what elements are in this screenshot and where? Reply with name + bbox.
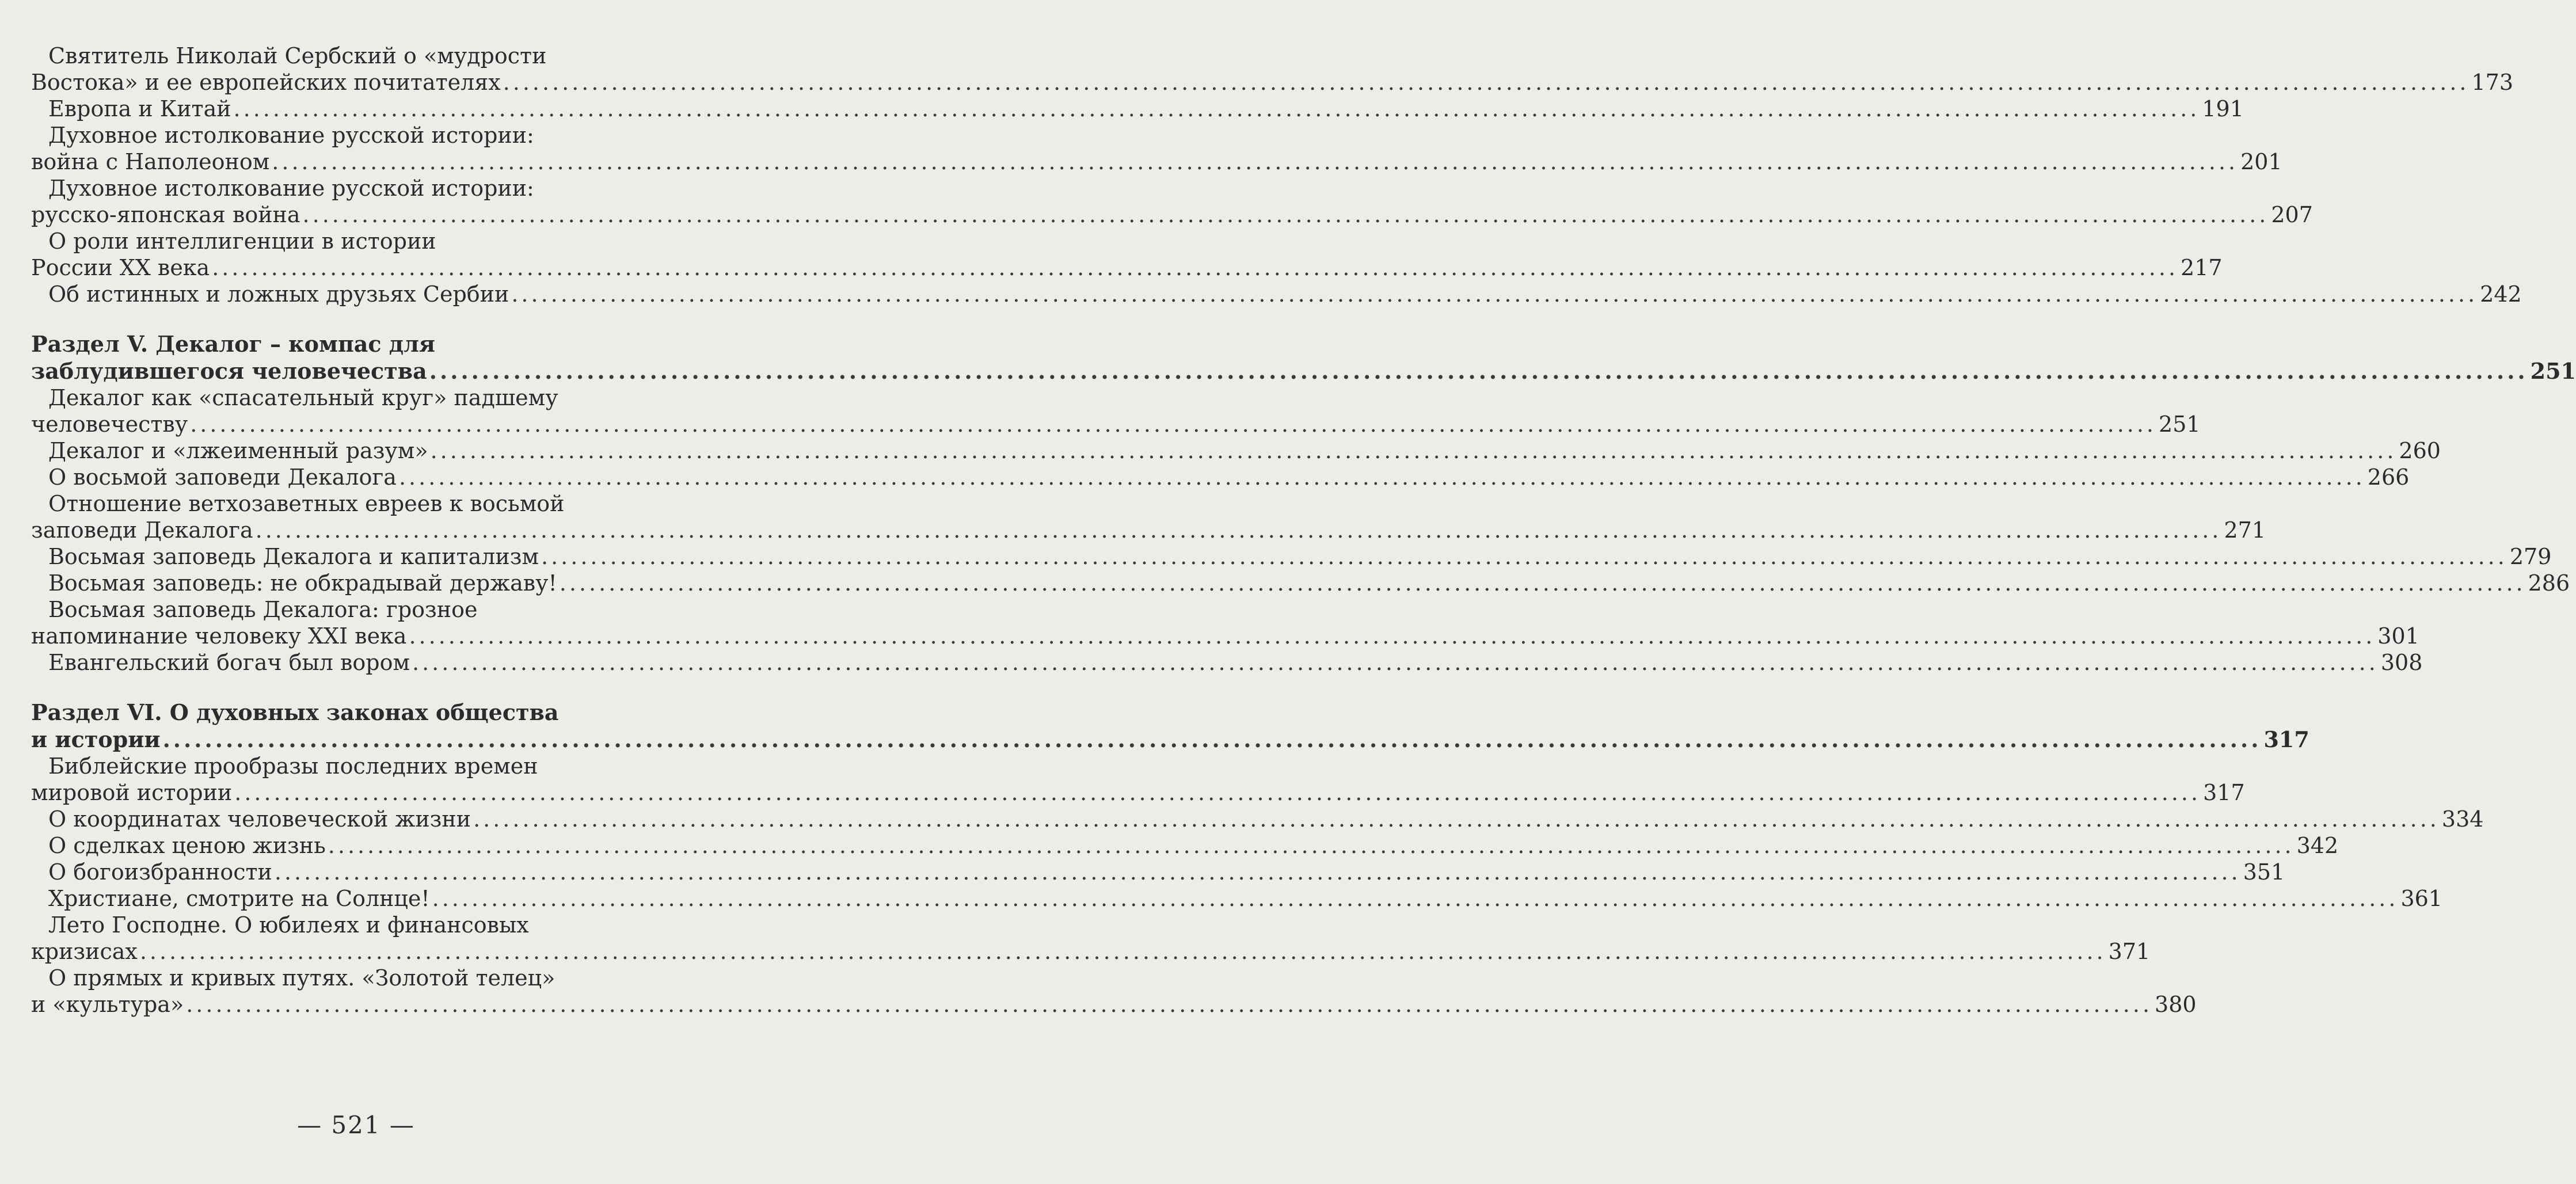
entry-line [31,254,2223,281]
entry-title-text: О прямых и кривых путях. «Золотой телец» [48,965,555,991]
table-of-contents [31,43,2576,1018]
entry-line [31,991,2197,1018]
toc-entry [31,832,2339,859]
entry-line [31,464,2410,490]
entry-title-text: Европа и Китай [48,96,231,121]
dot-leader: ........................................................................................................................................................................................................ [429,358,2528,384]
entry-line [31,806,2484,832]
toc-entry [31,543,2552,570]
entry-title-text: Духовное истолкование русской истории: [48,176,534,201]
dot-leader: ........................................................................................................................................................................................................ [412,650,2379,675]
toc-entry [31,464,2410,490]
entry-title-text: и «культура» [31,992,184,1017]
entry-title-text: О координатах человеческой жизни [48,806,471,832]
toc-entry [31,384,2201,437]
toc-entry [31,885,2442,912]
dot-leader: ........................................................................................................................................................................................................ [190,412,2157,437]
toc-entry [31,753,2245,806]
toc-entry [31,859,2285,885]
entry-title-text: русско-японская война [31,202,300,227]
dot-leader: ........................................................................................................................................................................................................ [302,202,2269,227]
toc-entry [31,281,2522,307]
entry-title-text: Библейские прообразы последних времен [48,753,538,779]
section-gap [31,676,647,699]
entry-title-text: Раздел V. Декалог – компас для [31,331,435,357]
dot-leader: ........................................................................................................................................................................................................ [233,96,2200,121]
page-ref: 371 [2108,939,2151,964]
dot-leader: ........................................................................................................................................................................................................ [274,859,2241,885]
entry-line [31,149,2282,175]
entry-line [31,570,2570,596]
entry-title-text: Раздел VI. О духовных законах общества [31,699,559,725]
page-ref: 308 [2380,650,2423,675]
entry-title-text: Духовное истолкование русской истории: [48,123,534,148]
entry-title-text: О богоизбранности [48,859,272,885]
section-heading [31,699,2309,753]
section-gap [31,307,647,330]
entry-title-text: России XX века [31,255,210,280]
dot-leader: ........................................................................................................................................................................................................ [162,726,2262,752]
entry-title-text: Востока» и ее европейских почитателях [31,70,501,95]
dot-leader: ........................................................................................................................................................................................................ [272,149,2239,174]
entry-title-text: Декалог как «спасательный круг» падшему [48,385,558,410]
page-ref: 361 [2400,886,2442,911]
entry-line [31,649,2423,676]
toc-entry [31,228,2223,281]
dot-leader: ........................................................................................................................................................................................................ [430,438,2397,463]
entry-title-text: Восьмая заповедь Декалога и капитализм [48,544,539,569]
dot-leader: ........................................................................................................................................................................................................ [398,465,2365,490]
dot-leader: ........................................................................................................................................................................................................ [234,780,2201,805]
toc-entry [31,96,2244,122]
entry-line [31,965,647,991]
dot-leader: ........................................................................................................................................................................................................ [473,806,2440,832]
page-number: — 521 — [297,1111,415,1139]
toc-entry [31,122,2282,175]
page-ref: 317 [2263,726,2309,752]
entry-line [31,281,2522,307]
dot-leader: ........................................................................................................................................................................................................ [255,517,2222,543]
toc-entry [31,912,2151,965]
entry-title-text: Евангельский богач был вором [48,650,410,675]
toc-entry [31,437,2441,464]
page-ref: 251 [2159,412,2201,437]
entry-title-text: Об истинных и ложных друзьях Сербии [48,281,509,307]
entry-line [31,175,647,201]
entry-line [31,96,2244,122]
entry-line [31,726,2309,753]
page-ref: 191 [2202,96,2244,121]
dot-leader: ........................................................................................................................................................................................................ [139,939,2106,964]
dot-leader: ........................................................................................................................................................................................................ [186,992,2153,1017]
dot-leader: ........................................................................................................................................................................................................ [503,70,2470,95]
toc-entry [31,596,2419,649]
entry-title-text: Христиане, смотрите на Солнце! [48,886,430,911]
entry-title-text: Святитель Николай Сербский о «мудрости [48,43,547,68]
entry-title-text: человечеству [31,412,188,437]
dot-leader: ........................................................................................................................................................................................................ [559,570,2526,596]
page-ref: 286 [2528,570,2570,596]
page-ref: 271 [2224,517,2266,543]
entry-title-text: О сделках ценою жизнь [48,833,326,858]
entry-line [31,517,2266,543]
toc-entry [31,43,2514,96]
entry-line [31,411,2201,437]
entry-line [31,122,647,149]
entry-title-text: О роли интеллигенции в истории [48,229,436,254]
entry-line [31,596,647,623]
entry-line [31,885,2442,912]
entry-line [31,201,2313,228]
dot-leader: ........................................................................................................................................................................................................ [212,255,2179,280]
section-heading [31,330,2576,384]
page-ref: 207 [2271,202,2313,227]
page-ref: 317 [2203,780,2245,805]
entry-line [31,623,2419,649]
entry-line [31,330,647,357]
entry-line [31,753,647,779]
toc-entry [31,806,2484,832]
entry-title-text: Отношение ветхозаветных евреев к восьмой [48,491,565,516]
entry-title-text: кризисах [31,939,138,964]
dot-leader: ........................................................................................................................................................................................................ [541,544,2507,569]
page-ref: 242 [2480,281,2522,307]
entry-title-text: Лето Господне. О юбилеях и финансовых [48,912,529,938]
entry-line [31,490,647,517]
page-ref: 266 [2367,465,2410,490]
entry-line [31,543,2552,570]
toc-entry [31,570,2570,596]
page-ref: 173 [2471,70,2514,95]
page-ref: 260 [2399,438,2441,463]
page-ref: 351 [2243,859,2285,885]
toc-entry [31,965,2197,1018]
toc-entry [31,175,2313,228]
entry-line [31,437,2441,464]
page-ref: 342 [2296,833,2339,858]
entry-title-text: заблудившегося человечества [31,358,427,384]
entry-line [31,938,2151,965]
entry-title-text: война с Наполеоном [31,149,270,174]
toc-entry [31,490,2266,543]
entry-title-text: напоминание человеку XXI века [31,623,407,649]
entry-title-text: и истории [31,726,161,752]
page-ref: 217 [2181,255,2223,280]
entry-title-text: мировой истории [31,780,233,805]
entry-line [31,859,2285,885]
page-ref: 380 [2155,992,2197,1017]
entry-line [31,832,2339,859]
entry-line [31,779,2245,806]
entry-line [31,357,2576,384]
entry-title-text: О восьмой заповеди Декалога [48,465,397,490]
dot-leader: ........................................................................................................................................................................................................ [511,281,2478,307]
entry-line [31,912,647,938]
page-ref: 251 [2530,358,2576,384]
dot-leader: ........................................................................................................................................................................................................ [432,886,2399,911]
entry-title-text: Восьмая заповедь: не обкрадывай державу! [48,570,557,596]
entry-title-text: заповеди Декалога [31,517,253,543]
dot-leader: ........................................................................................................................................................................................................ [409,623,2376,649]
toc-entry [31,649,2423,676]
entry-line [31,69,2514,96]
entry-title-text: Декалог и «лжеименный разум» [48,438,428,463]
entry-line [31,699,647,726]
entry-line [31,228,647,254]
page-ref: 334 [2441,806,2484,832]
entry-line [31,384,647,411]
page-ref: 201 [2240,149,2282,174]
page-ref: 279 [2509,544,2552,569]
entry-line [31,43,647,69]
page-ref: 301 [2377,623,2419,649]
entry-title-text: Восьмая заповедь Декалога: грозное [48,597,478,622]
dot-leader: ........................................................................................................................................................................................................ [328,833,2295,858]
